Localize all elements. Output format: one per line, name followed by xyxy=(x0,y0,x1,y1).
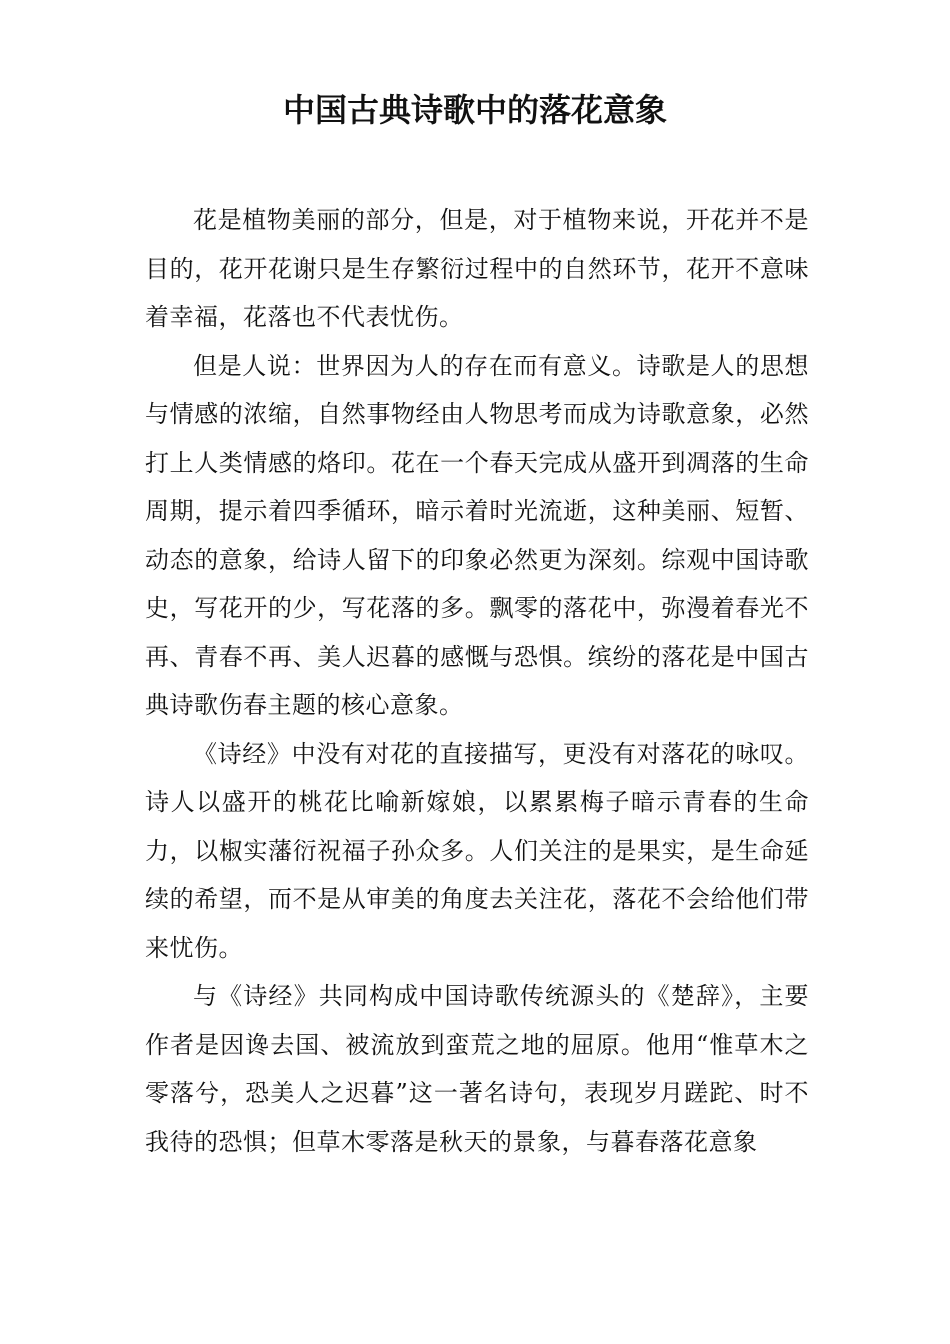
paragraph-3: 《诗经》中没有对花的直接描写，更没有对落花的咏叹。诗人以盛开的桃花比喻新嫁娘，以累累梅子暗示青春的生命力，以椒实藩衍祝福子孙众多。人们关注的是果实，是生命延续的希望，而不是从审美的角度去关注花，落花不会给他们带来忧伤。 xyxy=(145,739,809,962)
document-title: 中国古典诗歌中的落花意象 xyxy=(282,91,667,129)
paragraph-2: 但是人说：世界因为人的存在而有意义。诗歌是人的思想与情感的浓缩，自然事物经由人物思考而成为诗歌意象，必然打上人类情感的烙印。花在一个春天完成从盛开到凋落的生命周期，提示着四季循环，暗示着时光流逝，这种美丽、短暂、动态的意象，给诗人留下的印象必然更为深刻。综观中国诗歌史，写花开的少，写花落的多。飘零的落花中，弥漫着春光不再、青春不再、美人迟暮的感慨与恐惧。缤纷的落花是中国古典诗歌伤春主题的核心意象。 xyxy=(145,351,809,719)
paragraph-4: 与《诗经》共同构成中国诗歌传统源头的《楚辞》，主要作者是因谗去国、被流放到蛮荒之地的屈原。他用“惟草木之零落兮，恐美人之迟暮”这一著名诗句，表现岁月蹉跎、时不我待的恐惧；但草木零落是秋天的景象，与暮春落花意象 xyxy=(145,982,809,1156)
paragraph-1: 花是植物美丽的部分，但是，对于植物来说，开花并不是目的，花开花谢只是生存繁衍过程中的自然环节，花开不意味着幸福，花落也不代表忧伤。 xyxy=(145,206,809,331)
document-body xyxy=(145,196,809,1166)
